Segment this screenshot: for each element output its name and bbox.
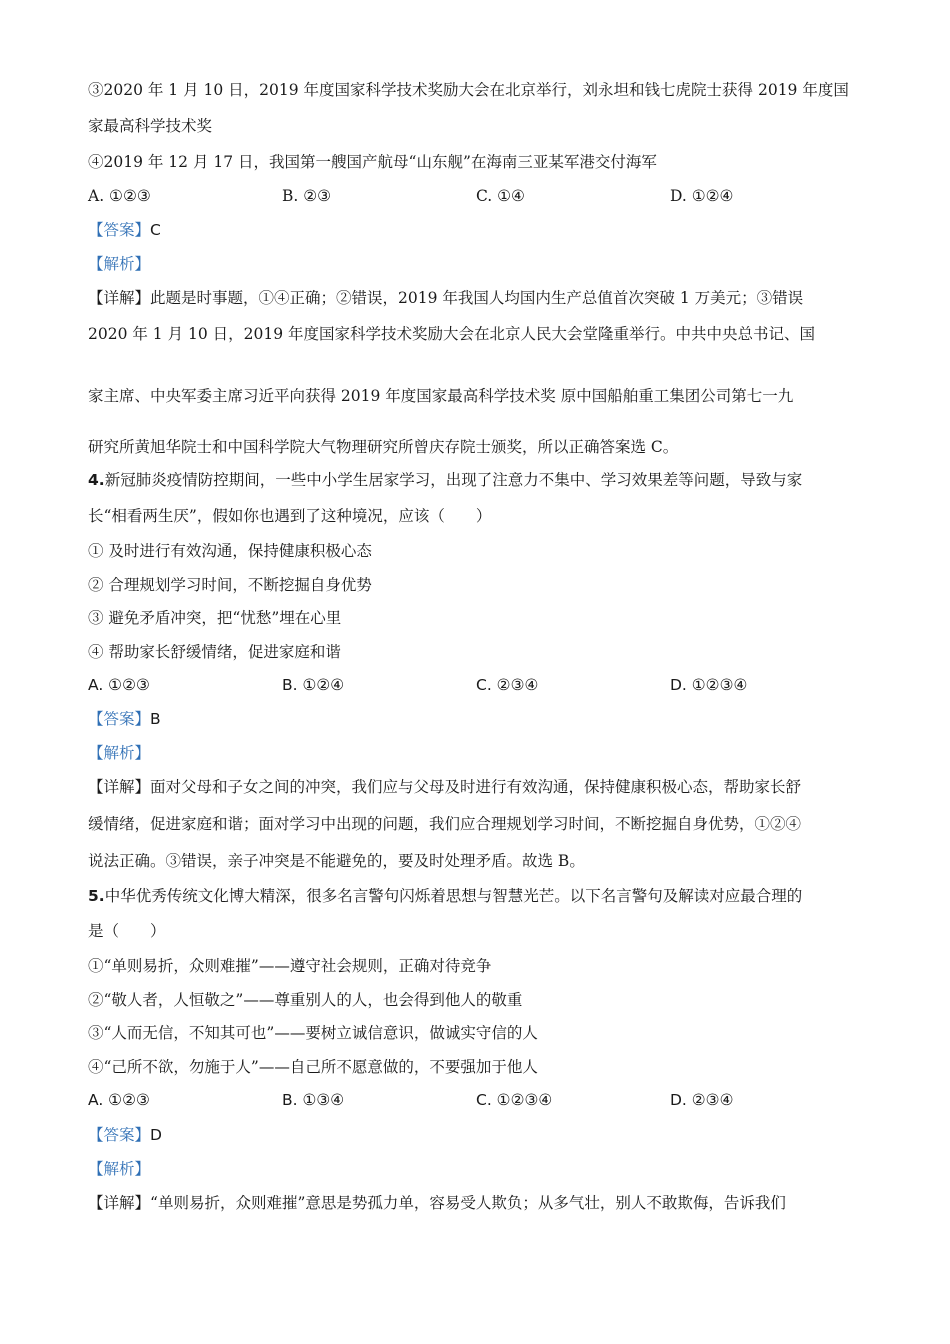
q3-item-3-line-2: 家最高科学技术奖 <box>88 117 213 135</box>
q4-stem-line-1 <box>88 470 802 490</box>
q3-option-a: A. ①②③ <box>88 187 151 205</box>
q3-detail-text-1: 此题是时事题，①④正确；②错误，2019 年我国人均国内生产总值首次突破 1 万美元；③错误 <box>150 289 804 307</box>
q5-number: 5. <box>88 887 105 905</box>
q4-answer-tag: 【答案】 <box>88 710 151 728</box>
q5-option-a: A. ①②③ <box>88 1091 150 1109</box>
q3-detail-line-2: 2020 年 1 月 10 日，2019 年度国家科学技术奖励大会在北京人民大会堂隆重举行。中共中央总书记、国 <box>88 325 816 343</box>
q4-item-1: ① 及时进行有效沟通，保持健康积极心态 <box>88 542 372 560</box>
q5-analysis-tag: 【解析】 <box>88 1160 151 1178</box>
q5-item-2: ②“敬人者，人恒敬之”——尊重别人的人，也会得到他人的敬重 <box>88 991 523 1009</box>
q5-answer: D <box>150 1126 162 1144</box>
q3-item-3-line-1: ③2020 年 1 月 10 日，2019 年度国家科学技术奖励大会在北京举行，刘永坦和钱七虎院士获得 2019 年度国 <box>88 81 849 99</box>
q4-option-d: D. ①②③④ <box>670 676 748 694</box>
q4-stem-text-1: 新冠肺炎疫情防控期间，一些中小学生居家学习，出现了注意力不集中、学习效果差等问题，导致与家 <box>104 471 803 489</box>
q4-item-3: ③ 避免矛盾冲突，把“忧愁”埋在心里 <box>88 609 342 627</box>
q3-option-c: C. ①④ <box>476 187 525 205</box>
q5-detail-text-1: “单则易折，众则难摧”意思是势孤力单，容易受人欺负；从多气壮，别人不敢欺侮，告诉我们 <box>150 1194 786 1212</box>
q4-answer-row <box>88 709 161 729</box>
q3-detail-line-3: 家主席、中央军委主席习近平向获得 2019 年度国家最高科学技术奖 原中国船舶重工集团公司第七一九 <box>88 387 794 405</box>
q5-answer-tag: 【答案】 <box>88 1126 151 1144</box>
q4-detail-line-2: 缓情绪，促进家庭和谐；面对学习中出现的问题，我们应合理规划学习时间，不断挖掘自身优势，①②④ <box>88 815 802 833</box>
q3-answer-row <box>88 220 161 240</box>
q3-detail-tag: 【详解】 <box>88 289 151 307</box>
q5-item-3: ③“人而无信，不知其可也”——要树立诚信意识，做诚实守信的人 <box>88 1024 538 1042</box>
q4-option-b: B. ①②④ <box>282 676 345 694</box>
q5-option-b: B. ①③④ <box>282 1091 345 1109</box>
q4-detail-line-1 <box>88 777 801 797</box>
q4-detail-line-3: 说法正确。③错误，亲子冲突是不能避免的，要及时处理矛盾。故选 B。 <box>88 852 585 870</box>
q5-item-4: ④“己所不欲，勿施于人”——自己所不愿意做的，不要强加于他人 <box>88 1058 538 1076</box>
q4-number: 4. <box>88 471 105 489</box>
q4-item-4: ④ 帮助家长舒缓情绪，促进家庭和谐 <box>88 643 341 661</box>
q5-stem-line-1 <box>88 886 802 906</box>
q3-detail-line-1 <box>88 288 803 308</box>
q4-option-a: A. ①②③ <box>88 676 150 694</box>
q5-stem-text-1: 中华优秀传统文化博大精深，很多名言警句闪烁着思想与智慧光芒。以下名言警句及解读对应最合理的 <box>104 887 803 905</box>
q4-item-2: ② 合理规划学习时间，不断挖掘自身优势 <box>88 576 372 594</box>
q3-detail-line-4: 研究所黄旭华院士和中国科学院大气物理研究所曾庆存院士颁奖，所以正确答案选 C。 <box>88 438 679 456</box>
q5-stem-line-2: 是（ ） <box>88 922 166 940</box>
q3-option-d: D. ①②④ <box>670 187 734 205</box>
q5-detail-tag: 【详解】 <box>88 1194 151 1212</box>
q3-option-b: B. ②③ <box>282 187 332 205</box>
q5-item-1: ①“单则易折，众则难摧”——遵守社会规则，正确对待竞争 <box>88 957 492 975</box>
q3-item-4: ④2019 年 12 月 17 日，我国第一艘国产航母“山东舰”在海南三亚某军港交付海军 <box>88 153 657 171</box>
q3-answer-tag: 【答案】 <box>88 221 151 239</box>
q3-answer: C <box>150 221 161 239</box>
q5-option-c: C. ①②③④ <box>476 1091 553 1109</box>
q4-analysis-tag: 【解析】 <box>88 744 151 762</box>
q4-answer: B <box>150 710 161 728</box>
q5-option-d: D. ②③④ <box>670 1091 734 1109</box>
q4-detail-text-1: 面对父母和子女之间的冲突，我们应与父母及时进行有效沟通，保持健康积极心态，帮助家长舒 <box>150 778 802 796</box>
q4-option-c: C. ②③④ <box>476 676 539 694</box>
q5-detail-line-1 <box>88 1193 786 1213</box>
q4-detail-tag: 【详解】 <box>88 778 151 796</box>
q3-analysis-tag: 【解析】 <box>88 255 151 273</box>
q4-stem-line-2: 长“相看两生厌”，假如你也遇到了这种境况，应该（ ） <box>88 507 492 525</box>
q5-answer-row <box>88 1125 162 1145</box>
